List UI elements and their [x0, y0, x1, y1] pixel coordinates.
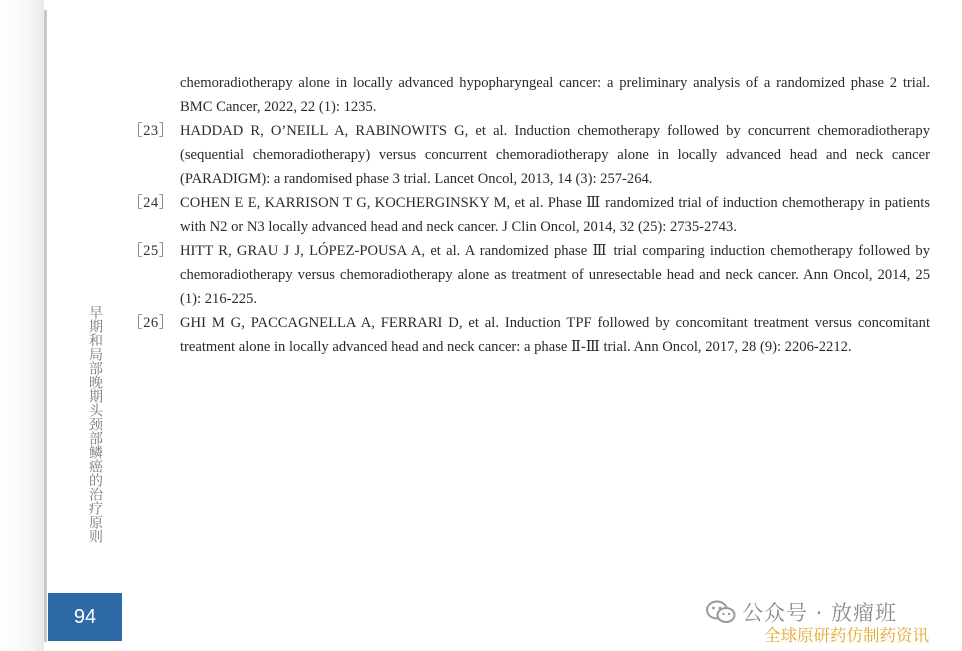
reference-number: ［24］	[128, 195, 174, 211]
watermark-account-name: 公众号 · 放瘤班	[742, 601, 898, 625]
wechat-icon	[706, 600, 736, 624]
book-spine-shadow	[0, 0, 44, 651]
reference-text: HITT R, GRAU J J, LÓPEZ-POUSA A, et al. A randomized phase Ⅲ trial comparing induction chemotherapy followed by chemoradiotherapy versus chemoradiotherapy alone as treatment of unresectable head and neck cancer. Ann Oncol, 2014, 25 (1): 216-225.	[180, 243, 930, 307]
reference-text: HADDAD R, O’NEILL A, RABINOWITS G, et al. Induction chemotherapy followed by concurrent chemoradiotherapy (sequential chemoradiotherapy) versus concurrent chemoradiotherapy alone in locally advanced head and neck cancer (PARADIGM): a randomised phase 3 trial. Lancet Oncol, 2013, 14 (3): 257-264.	[180, 123, 930, 187]
reference-number: ［23］	[128, 123, 174, 139]
reference-item	[128, 71, 930, 119]
page-number-box	[48, 593, 122, 641]
reference-text: COHEN E E, KARRISON T G, KOCHERGINSKY M, et al. Phase Ⅲ randomized trial of induction chemotherapy in patients with N2 or N3 locally advanced head and neck cancer. J Clin Oncol, 2014, 32 (25): 2735-2743.	[180, 195, 930, 235]
reference-item	[128, 119, 930, 191]
chapter-side-title: 早期和局部晚期头颈部鳞癌的治疗原则	[87, 305, 103, 543]
reference-text: GHI M G, PACCAGNELLA A, FERRARI D, et al. Induction TPF followed by concomitant treatment versus concomitant treatment alone in locally advanced head and neck cancer: a phase Ⅱ-Ⅲ trial. Ann Oncol, 2017, 28 (9): 2206-2212.	[180, 315, 930, 355]
book-spine-line	[44, 10, 47, 642]
reference-number: ［26］	[128, 315, 174, 331]
watermark-slogan: 全球原研药仿制药资讯	[764, 626, 929, 645]
page-number: 94	[73, 605, 97, 628]
reference-list	[128, 71, 930, 359]
reference-item	[128, 311, 930, 359]
reference-item	[128, 239, 930, 311]
reference-number: ［25］	[128, 243, 174, 259]
reference-text: chemoradiotherapy alone in locally advanced hypopharyngeal cancer: a preliminary analysis of a randomized phase 2 trial. BMC Cancer, 2022, 22 (1): 1235.	[180, 75, 930, 115]
reference-item	[128, 191, 930, 239]
